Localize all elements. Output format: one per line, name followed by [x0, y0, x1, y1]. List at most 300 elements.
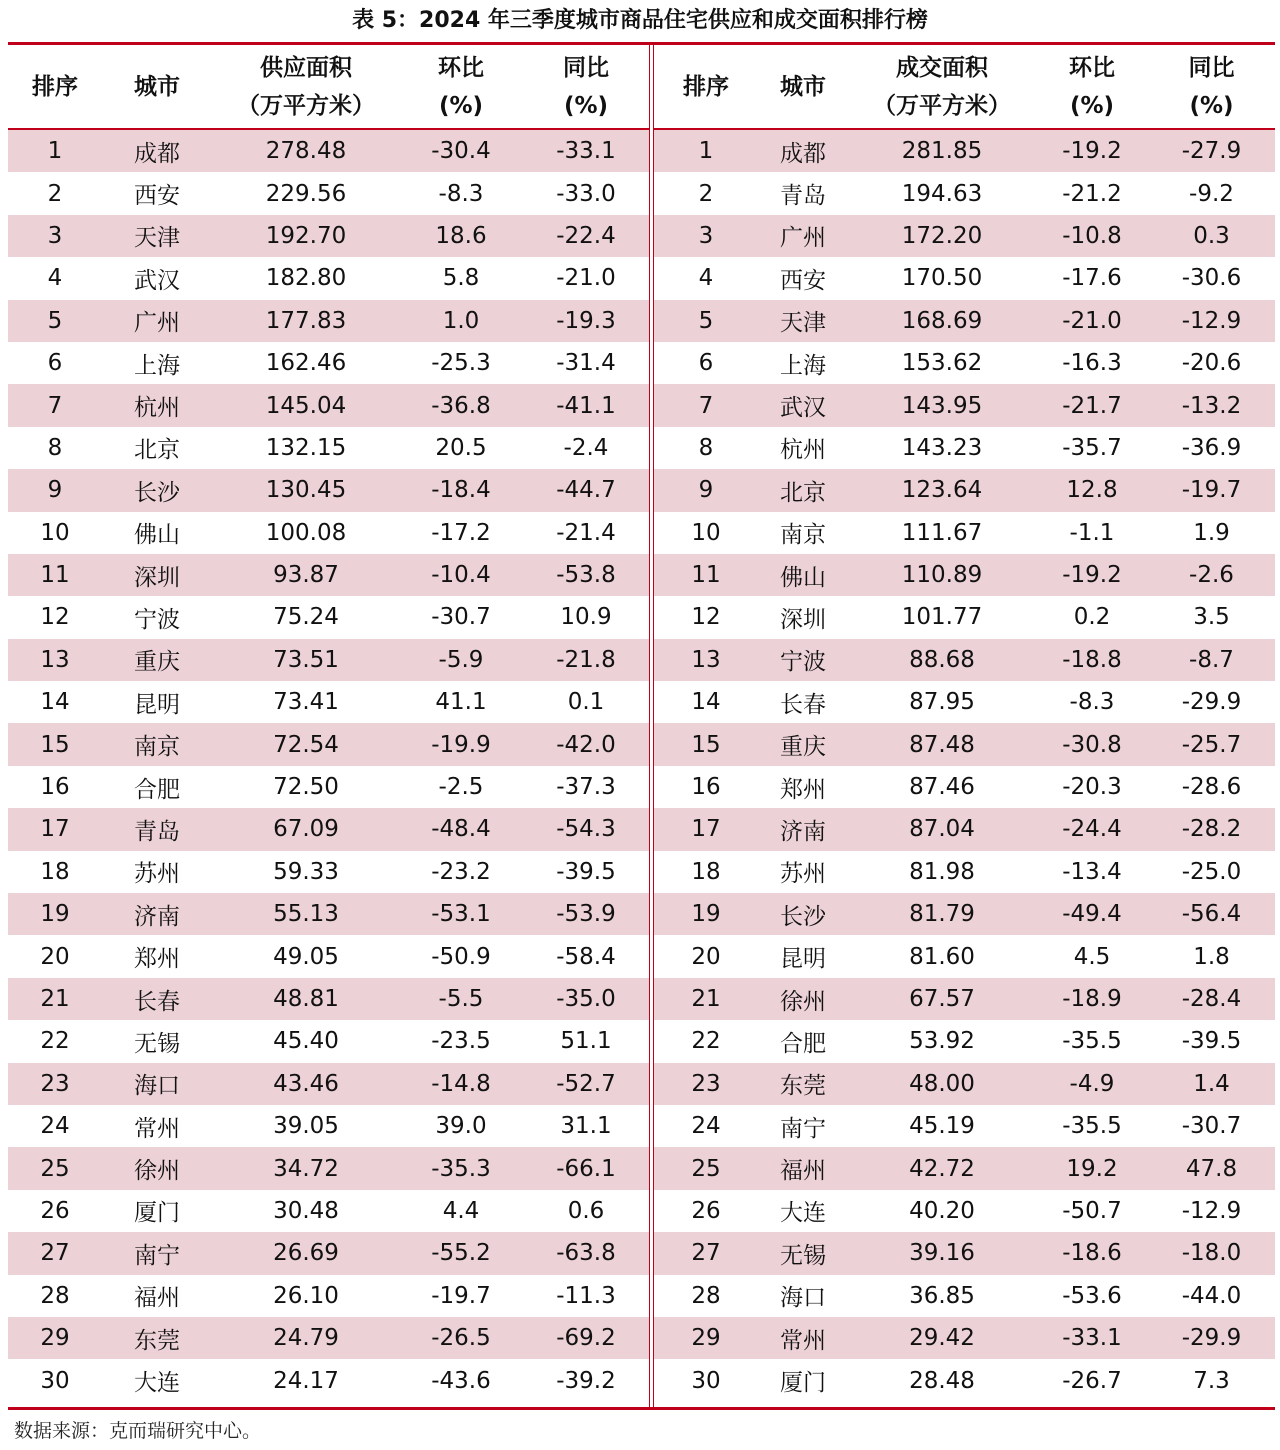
yoy-cell: 51.1: [560, 1028, 612, 1055]
header-label: 环比: [1069, 54, 1115, 81]
yoy-cell: -44.7: [556, 477, 616, 504]
yoy-cell: -28.6: [1181, 774, 1242, 801]
rank-cell: 27: [40, 1240, 70, 1267]
area-cell: 28.48: [909, 1367, 975, 1394]
table-row: [8, 427, 650, 469]
mom-cell: -50.7: [1062, 1197, 1122, 1224]
city-cell: 青岛: [134, 818, 180, 845]
mom-cell: -16.3: [1062, 350, 1122, 377]
rank-cell: 2: [47, 180, 63, 207]
city-cell: 长沙: [134, 479, 180, 506]
mom-cell: 4.5: [1073, 943, 1111, 970]
yoy-cell: 0.1: [567, 689, 605, 716]
area-cell: 87.46: [909, 774, 975, 801]
supply-header-rank: [8, 45, 102, 128]
city-cell: 海口: [134, 1073, 180, 1100]
yoy-cell: -56.4: [1181, 901, 1242, 928]
yoy-cell: -2.4: [563, 434, 609, 461]
rank-cell: 21: [40, 986, 70, 1012]
header-unit: (%): [1189, 92, 1234, 119]
rank-cell: 14: [691, 689, 721, 716]
yoy-cell: -21.0: [556, 265, 616, 292]
city-cell: 武汉: [134, 267, 180, 294]
rank-cell: 9: [698, 477, 714, 504]
table-row: [8, 1232, 650, 1274]
rank-cell: 7: [47, 392, 63, 419]
table-row: [8, 172, 650, 214]
mom-cell: -21.7: [1062, 392, 1122, 419]
table-row: [654, 766, 1275, 808]
table-row: [654, 1275, 1275, 1317]
city-cell: 东莞: [780, 1073, 826, 1100]
area-cell: 194.63: [901, 180, 983, 207]
area-cell: 30.48: [273, 1197, 339, 1224]
area-cell: 24.79: [273, 1325, 339, 1352]
yoy-cell: -8.7: [1189, 646, 1234, 673]
city-cell: 武汉: [780, 395, 826, 422]
city-cell: 长春: [134, 988, 180, 1015]
mom-cell: -18.6: [1062, 1240, 1122, 1267]
area-cell: 110.89: [901, 562, 983, 589]
rank-cell: 28: [40, 1282, 70, 1309]
mom-cell: -17.6: [1062, 265, 1122, 292]
city-cell: 北京: [780, 479, 826, 506]
table-row: [654, 427, 1275, 469]
rank-cell: 8: [698, 434, 714, 461]
city-cell: 成都: [780, 140, 826, 167]
transaction-header-yoy: [1148, 45, 1275, 128]
mom-cell: -53.6: [1062, 1282, 1122, 1309]
area-cell: 26.10: [273, 1282, 339, 1309]
header-label: 成交面积: [896, 54, 988, 81]
yoy-cell: -63.8: [556, 1240, 616, 1267]
mom-cell: -33.1: [1062, 1325, 1122, 1352]
yoy-cell: 1.4: [1193, 1070, 1230, 1097]
yoy-cell: -30.6: [1181, 265, 1242, 292]
yoy-cell: -25.0: [1181, 858, 1242, 885]
header-unit: (%): [1069, 92, 1115, 119]
mom-cell: -23.5: [431, 1028, 491, 1055]
yoy-cell: 10.9: [560, 604, 612, 631]
city-cell: 济南: [134, 903, 180, 930]
rank-cell: 8: [47, 434, 63, 461]
area-cell: 111.67: [901, 519, 983, 546]
yoy-cell: -30.7: [1181, 1113, 1242, 1140]
area-cell: 49.05: [273, 943, 339, 970]
yoy-cell: -31.4: [556, 350, 616, 377]
area-cell: 123.64: [901, 477, 983, 504]
mom-cell: -30.7: [431, 604, 491, 631]
yoy-cell: 1.8: [1193, 943, 1230, 970]
yoy-cell: -54.3: [556, 816, 616, 843]
city-cell: 长沙: [780, 903, 826, 930]
area-cell: 34.72: [273, 1155, 339, 1182]
rank-cell: 13: [691, 646, 721, 673]
area-cell: 168.69: [901, 307, 983, 334]
rank-cell: 22: [691, 1028, 721, 1055]
header-unit: (%): [438, 92, 484, 119]
area-cell: 143.95: [901, 392, 983, 419]
mom-cell: 20.5: [435, 434, 487, 461]
mom-cell: -43.6: [431, 1367, 491, 1394]
city-cell: 徐州: [134, 1158, 180, 1185]
rank-cell: 14: [40, 689, 70, 716]
table-row: [654, 384, 1275, 426]
table-row: [654, 893, 1275, 935]
city-cell: 合肥: [780, 1030, 826, 1057]
city-cell: 昆明: [780, 946, 826, 973]
mom-cell: 12.8: [1066, 477, 1118, 504]
rank-cell: 6: [698, 350, 714, 377]
rank-cell: 13: [40, 646, 70, 673]
city-cell: 大连: [134, 1370, 180, 1397]
area-cell: 75.24: [273, 604, 339, 631]
transaction-header-mom: [1036, 45, 1148, 128]
mom-cell: -19.2: [1062, 138, 1122, 165]
rank-cell: 22: [40, 1028, 70, 1055]
mom-cell: -14.8: [431, 1070, 491, 1097]
area-cell: 72.50: [273, 774, 339, 801]
transaction-header-area: [848, 45, 1036, 128]
mom-cell: -8.3: [438, 180, 484, 207]
yoy-cell: -66.1: [556, 1155, 616, 1182]
table-row: [8, 1147, 650, 1189]
yoy-cell: -2.6: [1189, 562, 1234, 589]
mom-cell: -19.9: [431, 731, 491, 758]
table-row: [8, 978, 650, 1020]
yoy-cell: 3.5: [1193, 604, 1230, 631]
city-cell: 福州: [780, 1158, 826, 1185]
area-cell: 93.87: [273, 562, 339, 589]
rank-cell: 23: [691, 1070, 721, 1097]
table-row: [654, 1105, 1275, 1147]
area-cell: 132.15: [265, 434, 347, 461]
rank-cell: 16: [691, 774, 721, 801]
table-row: [8, 1275, 650, 1317]
mom-cell: 19.2: [1066, 1155, 1118, 1182]
mom-cell: -24.4: [1062, 816, 1122, 843]
area-cell: 153.62: [901, 350, 983, 377]
mom-cell: -35.5: [1062, 1113, 1122, 1140]
yoy-cell: 0.3: [1193, 222, 1230, 249]
table-row: [8, 596, 650, 638]
table-row: [654, 1232, 1275, 1274]
city-cell: 南京: [780, 522, 826, 549]
table-row: [8, 1063, 650, 1105]
mom-cell: -35.5: [1062, 1028, 1122, 1055]
rank-cell: 7: [698, 392, 714, 419]
rank-cell: 21: [691, 986, 721, 1012]
area-cell: 88.68: [909, 646, 975, 673]
rank-cell: 4: [698, 265, 714, 292]
table-row: [654, 851, 1275, 893]
city-cell: 苏州: [780, 861, 826, 888]
area-cell: 24.17: [273, 1367, 339, 1394]
header-label: 环比: [438, 54, 484, 81]
mom-cell: 18.6: [435, 222, 487, 249]
area-cell: 281.85: [901, 138, 983, 165]
city-cell: 北京: [134, 437, 180, 464]
yoy-cell: -25.7: [1181, 731, 1242, 758]
rank-cell: 12: [40, 604, 70, 631]
rank-cell: 11: [691, 562, 721, 589]
table-row: [654, 681, 1275, 723]
rank-cell: 29: [691, 1325, 721, 1352]
mom-cell: -10.4: [431, 562, 491, 589]
mom-cell: -48.4: [431, 816, 491, 843]
supply-header-row: [8, 45, 650, 130]
rank-cell: 28: [691, 1282, 721, 1309]
yoy-cell: -21.4: [556, 519, 616, 546]
yoy-cell: -22.4: [556, 222, 616, 249]
area-cell: 48.00: [909, 1070, 975, 1097]
yoy-cell: 47.8: [1185, 1155, 1238, 1182]
city-cell: 福州: [134, 1285, 180, 1312]
table-row: [8, 554, 650, 596]
city-cell: 西安: [134, 183, 180, 210]
yoy-cell: -28.2: [1181, 816, 1242, 843]
mom-cell: -19.2: [1062, 562, 1122, 589]
table-row: [8, 1317, 650, 1359]
city-cell: 海口: [780, 1285, 826, 1312]
rank-cell: 10: [40, 519, 70, 546]
yoy-cell: -36.9: [1181, 434, 1242, 461]
header-label: 排序: [683, 73, 729, 100]
table-row: [8, 893, 650, 935]
area-cell: 87.04: [909, 816, 975, 843]
table-row: [654, 639, 1275, 681]
table-row: [654, 978, 1275, 1020]
city-cell: 郑州: [780, 776, 826, 803]
table-row: [654, 935, 1275, 977]
city-cell: 佛山: [134, 522, 180, 549]
yoy-cell: -27.9: [1181, 138, 1242, 165]
header-label: 供应面积: [260, 54, 352, 81]
city-cell: 东莞: [134, 1327, 180, 1354]
transaction-table: [654, 45, 1275, 1407]
ranking-table: [8, 42, 1275, 1410]
transaction-header-row: [654, 45, 1275, 130]
table-row: [654, 1147, 1275, 1189]
table-row: [8, 1190, 650, 1232]
city-cell: 合肥: [134, 776, 180, 803]
mom-cell: 4.4: [442, 1197, 480, 1224]
city-cell: 深圳: [134, 564, 180, 591]
rank-cell: 16: [40, 774, 70, 801]
yoy-cell: -9.2: [1189, 180, 1234, 207]
mom-cell: -36.8: [431, 392, 491, 419]
rank-cell: 30: [691, 1367, 721, 1394]
table-row: [654, 300, 1275, 342]
yoy-cell: -33.0: [556, 180, 616, 207]
yoy-cell: -37.3: [556, 774, 616, 801]
supply-header-city: [102, 45, 212, 128]
city-cell: 济南: [780, 818, 826, 845]
area-cell: 278.48: [265, 138, 347, 165]
table-row: [654, 1190, 1275, 1232]
rank-cell: 5: [47, 307, 63, 334]
city-cell: 杭州: [134, 395, 180, 422]
city-cell: 佛山: [780, 564, 826, 591]
area-cell: 81.60: [909, 943, 975, 970]
city-cell: 昆明: [134, 691, 180, 718]
yoy-cell: -35.0: [556, 986, 616, 1012]
yoy-cell: -12.9: [1181, 307, 1242, 334]
city-cell: 上海: [134, 352, 180, 379]
table-row: [654, 130, 1275, 172]
mom-cell: -8.3: [1069, 689, 1115, 716]
table-row: [654, 1317, 1275, 1359]
city-cell: 天津: [780, 310, 826, 337]
table-row: [8, 257, 650, 299]
rank-cell: 30: [40, 1367, 70, 1394]
mom-cell: -35.3: [431, 1155, 491, 1182]
rank-cell: 17: [691, 816, 721, 843]
area-cell: 55.13: [273, 901, 339, 928]
table-row: [8, 384, 650, 426]
city-cell: 南宁: [780, 1115, 826, 1142]
yoy-cell: -53.8: [556, 562, 616, 589]
yoy-cell: -41.1: [556, 392, 616, 419]
yoy-cell: -39.5: [556, 858, 616, 885]
yoy-cell: -29.9: [1181, 689, 1242, 716]
table-row: [8, 681, 650, 723]
yoy-cell: -39.2: [556, 1367, 616, 1394]
supply-table: [8, 45, 650, 1407]
table-row: [654, 469, 1275, 511]
city-cell: 厦门: [780, 1370, 826, 1397]
yoy-cell: -20.6: [1181, 350, 1242, 377]
header-label: 排序: [32, 73, 78, 100]
rank-cell: 17: [40, 816, 70, 843]
table-row: [654, 596, 1275, 638]
area-cell: 73.41: [273, 689, 339, 716]
table-row: [8, 1020, 650, 1062]
area-cell: 43.46: [273, 1070, 339, 1097]
area-cell: 145.04: [265, 392, 347, 419]
city-cell: 郑州: [134, 946, 180, 973]
yoy-cell: -11.3: [556, 1282, 616, 1309]
supply-rows: [8, 130, 650, 1402]
yoy-cell: -13.2: [1181, 392, 1242, 419]
yoy-cell: -39.5: [1181, 1028, 1242, 1055]
mom-cell: -2.5: [438, 774, 484, 801]
mom-cell: 0.2: [1073, 604, 1111, 631]
city-cell: 重庆: [780, 734, 826, 761]
table-row: [8, 512, 650, 554]
area-cell: 162.46: [265, 350, 347, 377]
city-cell: 重庆: [134, 649, 180, 676]
yoy-cell: -12.9: [1181, 1197, 1242, 1224]
yoy-cell: -18.0: [1181, 1240, 1242, 1267]
mom-cell: 39.0: [435, 1113, 487, 1140]
table-row: [654, 808, 1275, 850]
mom-cell: -1.1: [1069, 519, 1115, 546]
rank-cell: 6: [47, 350, 63, 377]
area-cell: 81.79: [909, 901, 975, 928]
table-row: [8, 130, 650, 172]
area-cell: 192.70: [265, 222, 347, 249]
rank-cell: 9: [47, 477, 63, 504]
table-row: [8, 469, 650, 511]
table-row: [8, 342, 650, 384]
rank-cell: 19: [691, 901, 721, 928]
table-row: [654, 1020, 1275, 1062]
table-row: [654, 1063, 1275, 1105]
rank-cell: 1: [47, 138, 63, 165]
mom-cell: -13.4: [1062, 858, 1122, 885]
city-cell: 南京: [134, 734, 180, 761]
city-cell: 宁波: [134, 606, 180, 633]
mom-cell: -18.8: [1062, 646, 1122, 673]
mom-cell: 5.8: [442, 265, 480, 292]
city-cell: 宁波: [780, 649, 826, 676]
city-cell: 无锡: [780, 1242, 826, 1269]
area-cell: 39.16: [909, 1240, 975, 1267]
mom-cell: -49.4: [1062, 901, 1122, 928]
rank-cell: 27: [691, 1240, 721, 1267]
header-label: 同比: [1188, 54, 1235, 81]
rank-cell: 11: [40, 562, 70, 589]
table-row: [8, 639, 650, 681]
mom-cell: -21.2: [1062, 180, 1122, 207]
yoy-cell: -53.9: [556, 901, 616, 928]
area-cell: 87.48: [909, 731, 975, 758]
mom-cell: -30.8: [1062, 731, 1122, 758]
city-cell: 常州: [780, 1327, 826, 1354]
mom-cell: -10.8: [1062, 222, 1122, 249]
mom-cell: -23.2: [431, 858, 491, 885]
area-cell: 229.56: [265, 180, 347, 207]
yoy-cell: 31.1: [560, 1113, 612, 1140]
rank-cell: 20: [40, 943, 70, 970]
mom-cell: -21.0: [1062, 307, 1122, 334]
area-cell: 26.69: [273, 1240, 339, 1267]
supply-header-mom: [400, 45, 522, 128]
city-cell: 西安: [780, 267, 826, 294]
area-cell: 40.20: [909, 1197, 975, 1224]
yoy-cell: -44.0: [1181, 1282, 1242, 1309]
area-cell: 143.23: [901, 434, 983, 461]
table-row: [654, 215, 1275, 257]
yoy-cell: -21.8: [556, 646, 616, 673]
city-cell: 徐州: [780, 988, 826, 1015]
transaction-rows: [654, 130, 1275, 1402]
area-cell: 182.80: [265, 265, 347, 292]
transaction-header-city: [758, 45, 848, 128]
city-cell: 广州: [780, 225, 826, 252]
rank-cell: 10: [691, 519, 721, 546]
table-row: [8, 723, 650, 765]
rank-cell: 20: [691, 943, 721, 970]
city-cell: 无锡: [134, 1030, 180, 1057]
yoy-cell: -58.4: [556, 943, 616, 970]
mom-cell: -17.2: [431, 519, 491, 546]
rank-cell: 5: [698, 307, 714, 334]
supply-header-yoy: [522, 45, 650, 128]
yoy-cell: -69.2: [556, 1325, 616, 1352]
yoy-cell: 7.3: [1193, 1367, 1230, 1394]
rank-cell: 3: [47, 222, 63, 249]
table-row: [654, 723, 1275, 765]
yoy-cell: -33.1: [556, 138, 616, 165]
table-row: [8, 935, 650, 977]
area-cell: 73.51: [273, 646, 339, 673]
rank-cell: 18: [40, 858, 70, 885]
city-cell: 厦门: [134, 1200, 180, 1227]
rank-cell: 18: [691, 858, 721, 885]
header-unit: (%): [563, 92, 609, 119]
